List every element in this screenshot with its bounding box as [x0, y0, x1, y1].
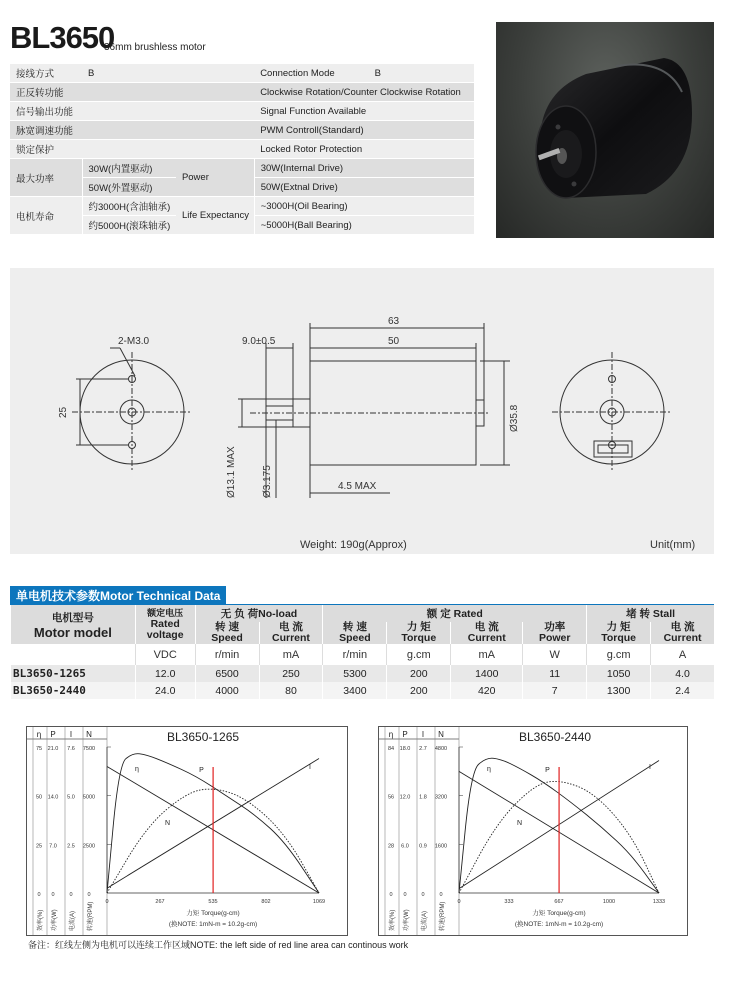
spec-label-en: PWM Controll(Standard) [254, 121, 474, 140]
model-header-en: Motor model [33, 624, 112, 640]
x-tick-label: 535 [208, 899, 218, 905]
spec-label-en: Clockwise Rotation/Counter Clockwise Rotation [254, 83, 474, 102]
sub-en: Torque [401, 632, 437, 644]
units-row [11, 644, 715, 665]
x-axis-note: (换NOTE: 1mN-m = 10.2g-cm) [514, 921, 604, 928]
y-tick-label: 1.8 [419, 794, 427, 801]
axis-title: 效率(%) [390, 909, 396, 931]
table-cell: 4000 [195, 682, 259, 699]
noload-header: 无 负 荷No-load [195, 605, 323, 622]
axis-title: 电流(A) [422, 911, 428, 931]
power-en-1: 30W(Internal Drive) [254, 159, 474, 178]
y-tick-label: 6.0 [401, 843, 409, 850]
sub-power [523, 622, 587, 644]
table-row [11, 665, 715, 682]
model-header [11, 605, 136, 644]
spec-label-en: Locked Rotor Protection [254, 140, 474, 159]
series-label: P [545, 767, 550, 774]
spec-value-cn: B [82, 64, 254, 83]
series-label: I [649, 764, 651, 771]
y-tick-label: 2.5 [67, 843, 75, 850]
sub-torque [387, 622, 451, 644]
tech-data-title: 单电机技术参数Motor Technical Data [10, 586, 226, 606]
spec-row [10, 102, 474, 121]
y-tick-label: 0 [37, 892, 41, 898]
spec-label-cn: 锁定保护 [10, 140, 254, 159]
power-label-cn: 最大功率 [10, 159, 82, 197]
dim-50: 50 [388, 336, 400, 347]
spec-label-cn: 接线方式 [10, 64, 82, 83]
life-label-cn: 电机寿命 [10, 197, 82, 235]
axis-title: 转速(RPM) [88, 901, 94, 931]
chart-2440 [379, 727, 687, 935]
spec-label-en [254, 64, 474, 83]
power-en-2: 50W(Extnal Drive) [254, 178, 474, 197]
series-label: η [487, 766, 491, 773]
motor-model-cell: BL3650-1265 [11, 665, 136, 682]
model-header-cn: 电机型号 [51, 611, 94, 624]
x-tick-label: 1000 [602, 899, 616, 905]
y-tick-label: 4800 [434, 746, 448, 752]
dimension-drawing [10, 268, 714, 554]
y-tick-label: 50 [35, 794, 43, 801]
unit-cell: g.cm [587, 644, 651, 665]
y-tick-label: 0 [439, 892, 443, 898]
x-tick-label: 267 [155, 899, 165, 905]
power-cn-2: 50W(外置驱动) [82, 178, 176, 197]
axis-header: I [69, 730, 73, 739]
rated-header: 额 定 Rated [323, 605, 587, 622]
x-tick-label: 1069 [312, 899, 326, 905]
unit-cell: mA [259, 644, 323, 665]
table-cell: 12.0 [135, 665, 195, 682]
sub-cn: 力 矩 [406, 621, 431, 633]
sub-cn: 转 速 [342, 621, 367, 633]
chart-1265 [27, 727, 347, 935]
table-cell: 1400 [451, 665, 523, 682]
table-cell: 5300 [323, 665, 387, 682]
y-tick-label: 0 [87, 892, 91, 898]
spec-row [10, 197, 474, 216]
table-cell: 80 [259, 682, 323, 699]
sub-en: Speed [339, 632, 371, 644]
y-tick-label: 84 [387, 746, 395, 752]
table-cell: 11 [523, 665, 587, 682]
weight-label: Weight: 190g(Approx) [300, 539, 407, 551]
voltage-header-en1: Rated [150, 618, 180, 630]
power-cn-1: 30W(内置驱动) [82, 159, 176, 178]
unit-cell: A [651, 644, 714, 665]
y-tick-label: 14.0 [47, 794, 59, 801]
table-cell: 3400 [323, 682, 387, 699]
axis-title: 电流(A) [70, 911, 76, 931]
y-tick-label: 7.0 [49, 843, 57, 850]
axis-title: 功率(W) [404, 909, 410, 931]
table-cell: 200 [387, 665, 451, 682]
x-tick-label: 0 [105, 899, 109, 905]
spec-label-cn: 信号输出功能 [10, 102, 254, 121]
power-label-en: Power [176, 159, 254, 197]
spec-label-en-text: Connection Mode [260, 67, 335, 79]
x-axis-label: 力矩 Torque(g-cm) [186, 910, 240, 917]
spec-row [10, 64, 474, 83]
y-tick-label: 25 [35, 843, 43, 850]
life-cn-1: 约3000H(含油轴承) [82, 197, 176, 216]
axis-header: N [438, 730, 444, 739]
y-tick-label: 7.6 [67, 746, 75, 752]
dim-35-8: Ø35.8 [509, 404, 520, 432]
table-cell: 250 [259, 665, 323, 682]
y-tick-label: 0 [51, 892, 55, 898]
motor-model-cell: BL3650-2440 [11, 682, 136, 699]
table-cell: 7 [523, 682, 587, 699]
voltage-header [135, 605, 195, 644]
spec-row [10, 121, 474, 140]
table-cell: 200 [387, 682, 451, 699]
dim-2m3: 2-M3.0 [118, 336, 150, 347]
y-tick-label: 0 [403, 892, 407, 898]
axis-header: η [388, 730, 394, 739]
life-label-en: Life Expectancy [176, 197, 254, 235]
x-tick-label: 1333 [652, 899, 666, 905]
y-tick-label: 21.0 [47, 746, 59, 752]
life-en-2: ~5000H(Ball Bearing) [254, 216, 474, 235]
y-tick-label: 18.0 [399, 746, 411, 752]
chart-title: BL3650-2440 [519, 730, 592, 744]
table-row [11, 682, 715, 699]
sub-current [651, 622, 714, 644]
unit-cell: mA [451, 644, 523, 665]
y-tick-label: 75 [35, 746, 43, 752]
y-tick-label: 2500 [82, 843, 96, 850]
chart-box-1265 [26, 726, 348, 936]
y-tick-label: 0 [389, 892, 393, 898]
spec-value-en: B [374, 67, 381, 79]
y-tick-label: 0.9 [419, 843, 427, 850]
y-tick-label: 5.0 [67, 794, 75, 801]
unit-cell: VDC [135, 644, 195, 665]
x-tick-label: 802 [261, 899, 271, 905]
sub-cn: 力 矩 [606, 621, 631, 633]
voltage-header-en2: voltage [146, 629, 184, 641]
series-label: N [165, 820, 171, 827]
y-tick-label: 0 [421, 892, 425, 898]
y-tick-label: 12.0 [399, 794, 411, 801]
axis-title: 功率(W) [52, 909, 58, 931]
unit-cell [11, 644, 136, 665]
y-tick-label: 2.7 [419, 746, 427, 752]
unit-cell: W [523, 644, 587, 665]
y-tick-label: 1600 [434, 843, 448, 850]
motor-photo [496, 22, 714, 238]
spec-label-en: Signal Function Available [254, 102, 474, 121]
stall-header: 堵 转 Stall [587, 605, 714, 622]
axis-header: N [86, 730, 92, 739]
dim-25: 25 [58, 406, 69, 418]
y-tick-label: 0 [69, 892, 73, 898]
footnote: 备注：红线左侧为电机可以连续工作区域NOTE: the left side of red line area can continous work [28, 940, 409, 950]
unit-cell: g.cm [387, 644, 451, 665]
x-tick-label: 0 [457, 899, 461, 905]
sub-cn: 电 流 [279, 621, 303, 633]
unit-label: Unit(mm) [650, 539, 696, 551]
series-label: η [135, 766, 139, 773]
axis-header: I [421, 730, 425, 739]
table-cell: 6500 [195, 665, 259, 682]
table-cell: 24.0 [135, 682, 195, 699]
series-label: I [309, 764, 311, 771]
sub-en: Current [663, 632, 702, 644]
table-cell: 1050 [587, 665, 651, 682]
chart-box-2440 [378, 726, 688, 936]
model-subtitle: 36mm brushless motor [104, 42, 206, 53]
chart-title: BL3650-1265 [167, 730, 240, 744]
spec-row [10, 83, 474, 102]
life-cn-2: 约5000H(滚珠轴承) [82, 216, 176, 235]
dim-9: 9.0±0.5 [242, 336, 276, 347]
x-axis-note: (换NOTE: 1mN-m = 10.2g-cm) [168, 921, 258, 928]
axis-header: η [36, 730, 42, 739]
dim-63: 63 [388, 316, 400, 327]
sub-en: Speed [211, 632, 243, 644]
dim-13-1: Ø13.1 MAX [226, 446, 237, 498]
sub-en: Current [467, 632, 506, 644]
axis-header: P [402, 730, 408, 739]
voltage-header-cn: 额定电压 [147, 608, 184, 618]
drawing-svg [10, 268, 714, 554]
y-tick-label: 28 [387, 843, 395, 850]
life-en-1: ~3000H(Oil Bearing) [254, 197, 474, 216]
sub-speed [195, 622, 259, 644]
sub-cn: 电 流 [670, 621, 695, 633]
sub-cn: 转 速 [215, 621, 240, 633]
y-tick-label: 5000 [82, 794, 96, 801]
x-tick-label: 667 [554, 899, 564, 905]
motor-photo-image [496, 22, 714, 238]
dim-3-175: Ø3.175 [262, 465, 273, 498]
table-cell: 1300 [587, 682, 651, 699]
spec-label-cn: 正反转功能 [10, 83, 254, 102]
unit-cell: r/min [195, 644, 259, 665]
spec-row [10, 159, 474, 178]
sub-en: Torque [601, 632, 637, 644]
sub-torque [587, 622, 651, 644]
dim-4-5: 4.5 MAX [338, 481, 377, 492]
sub-en: Power [538, 632, 571, 644]
sub-cn: 电 流 [474, 621, 499, 633]
y-tick-label: 3200 [434, 794, 448, 801]
table-cell: 2.4 [651, 682, 714, 699]
axis-title: 效率(%) [38, 909, 44, 931]
sub-speed [323, 622, 387, 644]
sub-en: Current [272, 632, 310, 644]
table-cell: 4.0 [651, 665, 714, 682]
y-tick-label: 7500 [82, 746, 96, 752]
table-cell: 420 [451, 682, 523, 699]
x-axis-label: 力矩 Torque(g-cm) [532, 910, 586, 917]
spec-row [10, 140, 474, 159]
sub-cn: 功率 [544, 621, 566, 633]
sub-current [451, 622, 523, 644]
spec-label-cn: 脉宽调速功能 [10, 121, 254, 140]
series-label: P [199, 767, 204, 774]
spec-table [10, 64, 474, 235]
x-tick-label: 333 [504, 899, 514, 905]
tech-data-table [10, 605, 714, 699]
series-label: N [517, 820, 523, 827]
tech-header-row [11, 605, 715, 622]
sub-current [259, 622, 323, 644]
axis-title: 转速(RPM) [440, 901, 446, 931]
y-tick-label: 56 [387, 794, 395, 801]
unit-cell: r/min [323, 644, 387, 665]
axis-header: P [50, 730, 56, 739]
model-title: BL3650 [10, 20, 115, 55]
